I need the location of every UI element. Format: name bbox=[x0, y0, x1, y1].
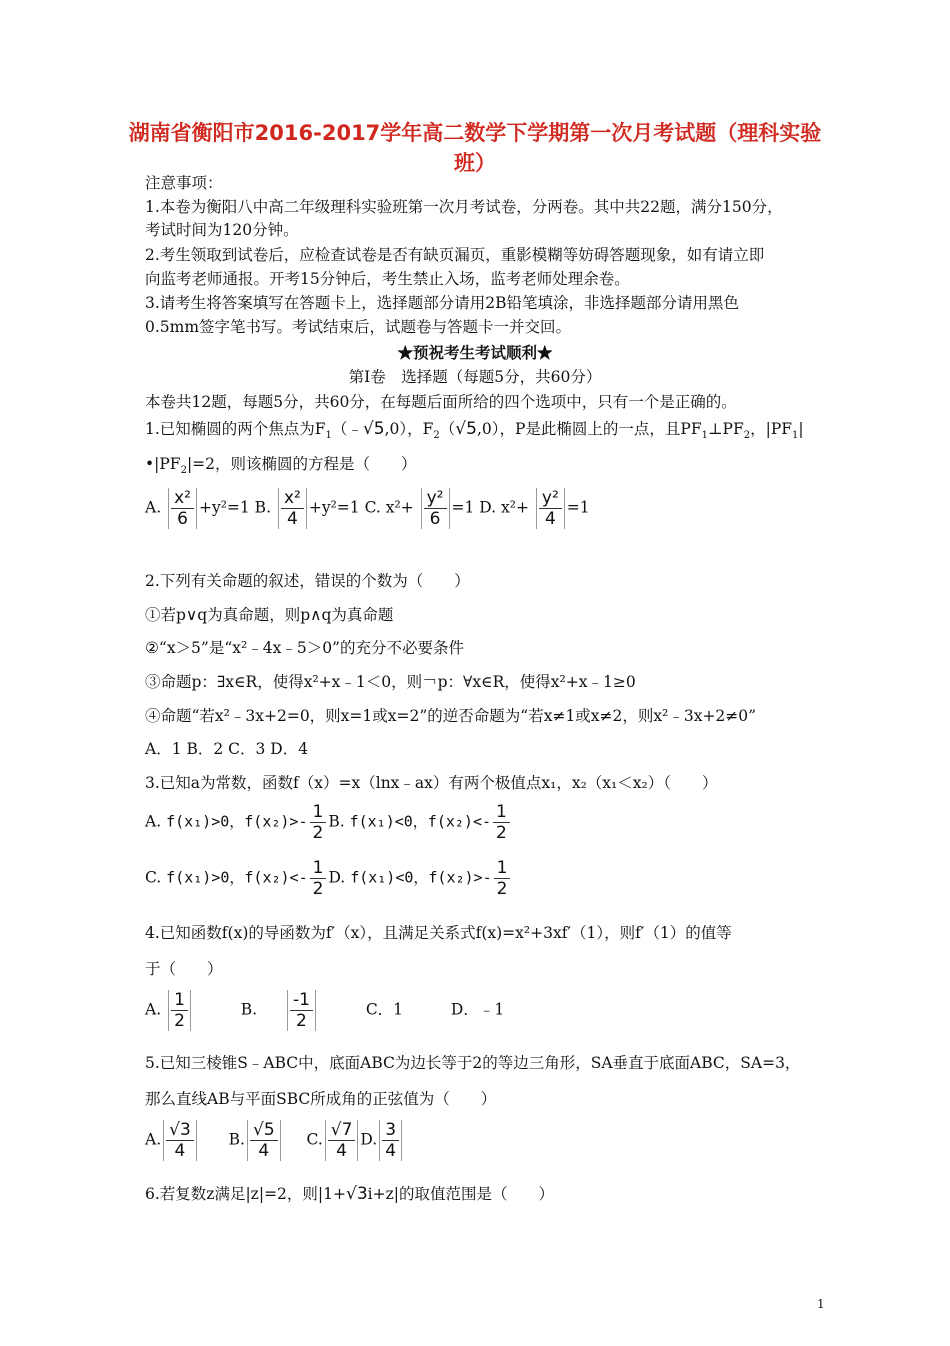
section-description: 本卷共12题，每题5分，共60分，在每题后面所给的四个选项中，只有一个是正确的。 bbox=[145, 393, 737, 411]
question-2-stem: 2.下列有关命题的叙述，错误的个数为（ ） bbox=[145, 572, 470, 590]
page-number: 1 bbox=[817, 1297, 825, 1311]
fraction: $\frac{√3}{4}$ bbox=[163, 1120, 197, 1161]
fraction: $\frac{√7}{4}$ bbox=[325, 1120, 359, 1161]
question-4-stem-line-1: 4.已知函数f(x)的导函数为f′（x），且满足关系式f(x)=x²+3xf′（1），则f′（1）的值等 bbox=[145, 924, 732, 942]
question-2-options: A．1 B．2 C．3 D．4 bbox=[145, 740, 309, 758]
question-2-statement-2: ②“x＞5”是“x²﹣4x﹣5＞0”的充分不必要条件 bbox=[145, 639, 464, 657]
note-1-line-1: 1.本卷为衡阳八中高二年级理科实验班第一次月考试卷，分两卷。其中共22题，满分150分， bbox=[145, 198, 783, 216]
fraction: $\frac{\text{x²}}{6}$ bbox=[168, 488, 197, 529]
question-2-statement-4: ④命题“若x²﹣3x+2=0，则x=1或x=2”的逆否命题为“若x≠1或x≠2，则x²﹣3x+2≠0” bbox=[145, 707, 757, 725]
question-3-options-cd: C. f(x₁)>0，f(x₂)<- $\frac{1}{2}$ D. f(x₁)<0，f(x₂)>- $\frac{1}{2}$ bbox=[145, 858, 512, 899]
question-1-options: A. $\frac{\text{x²}}{6}$ +y²=1 B. $\frac{\text{x²}}{4}$ +y²=1 C. x²+ $\frac{\text{y²}}{6}$ =1 D. x²+ $\frac{\text{y²}}{4}$ =1 bbox=[145, 488, 590, 529]
fraction: $\frac{√5}{4}$ bbox=[247, 1120, 281, 1161]
fraction: $\frac{\text{y²}}{6}$ bbox=[421, 488, 450, 529]
section-heading: 第Ⅰ卷 选择题（每题5分，共60分） bbox=[348, 368, 602, 386]
question-3-options-ab: A. f(x₁)>0，f(x₂)>- $\frac{1}{2}$ B. f(x₁)<0，f(x₂)<- $\frac{1}{2}$ bbox=[145, 802, 512, 843]
fraction: $\frac{\text{y²}}{4}$ bbox=[536, 488, 565, 529]
fraction-neg-half: $\frac{-1}{2}$ bbox=[287, 990, 316, 1031]
note-3-line-2: 0.5mm签字笔书写。考试结束后，试题卷与答题卡一并交回。 bbox=[145, 318, 572, 336]
fraction: $\frac{\text{x²}}{4}$ bbox=[278, 488, 307, 529]
fraction-half: $\frac{1}{2}$ bbox=[494, 858, 511, 899]
question-5-stem-line-1: 5.已知三棱锥S﹣ABC中，底面ABC为边长等于2的等边三角形，SA垂直于底面ABC，SA=3， bbox=[145, 1054, 801, 1072]
fraction-half: $\frac{1}{2}$ bbox=[168, 990, 191, 1031]
question-1-line-2: $•|PF_2|=2$，则该椭圆的方程是（ ） bbox=[145, 455, 417, 477]
question-6-stem: 6.若复数z满足|z|=2，则|1+√3i+z|的取值范围是（ ） bbox=[145, 1184, 554, 1204]
question-5-stem-line-2: 那么直线AB与平面SBC所成角的正弦值为（ ） bbox=[145, 1090, 497, 1108]
question-2-statement-1: ①若p∨q为真命题，则p∧q为真命题 bbox=[145, 606, 394, 624]
question-2-statement-3: ③命题p：∃x∈R，使得x²+x﹣1＜0，则￢p：∀x∈R，使得x²+x﹣1≥0 bbox=[145, 673, 636, 691]
sqrt3-symbol: √3 bbox=[346, 1184, 368, 1204]
question-1-line-1: 1.已知椭圆的两个焦点为$F_1(﹣√5,0)$，$F_2(√5,0)$，P是此椭圆上的一点，且$PF_1\perp PF_2$，$|PF_1|$ bbox=[145, 419, 804, 442]
fraction-half: $\frac{1}{2}$ bbox=[310, 858, 327, 899]
question-4-stem-line-2: 于（ ） bbox=[145, 960, 223, 978]
sqrt5-symbol: √5 bbox=[362, 419, 385, 439]
wish-banner: ★预祝考生考试顺利★ bbox=[397, 343, 553, 362]
question-5-options: A. $\frac{√3}{4}$ B. $\frac{√5}{4}$ C. $\frac{√7}{4}$ D. $\frac{3}{4}$ bbox=[145, 1120, 404, 1161]
page-title: 湖南省衡阳市2016-2017学年高二数学下学期第一次月考试题（理科实验班） bbox=[128, 121, 822, 175]
fraction-half: $\frac{1}{2}$ bbox=[310, 802, 327, 843]
note-3-line-1: 3.请考生将答案填写在答题卡上，选择题部分请用2B铅笔填涂，非选择题部分请用黑色 bbox=[145, 294, 740, 312]
question-3-stem: 3.已知a为常数，函数f（x）=x（lnx﹣ax）有两个极值点x₁，x₂（x₁＜x₂）（ ） bbox=[145, 774, 718, 792]
note-2-line-1: 2.考生领取到试卷后，应检查试卷是否有缺页漏页，重影模糊等妨碍答题现象，如有请立即 bbox=[145, 246, 765, 264]
question-4-options: A. $\frac{1}{2}$ B. $\frac{-1}{2}$ C．1 D．﹣1 bbox=[145, 990, 505, 1031]
note-2-line-2: 向监考老师通报。开考15分钟后，考生禁止入场，监考老师处理余卷。 bbox=[145, 270, 630, 288]
note-1-line-2: 考试时间为120分钟。 bbox=[145, 221, 299, 239]
fraction-half: $\frac{1}{2}$ bbox=[493, 802, 510, 843]
notes-heading: 注意事项： bbox=[145, 174, 223, 192]
fraction: $\frac{3}{4}$ bbox=[379, 1120, 402, 1161]
